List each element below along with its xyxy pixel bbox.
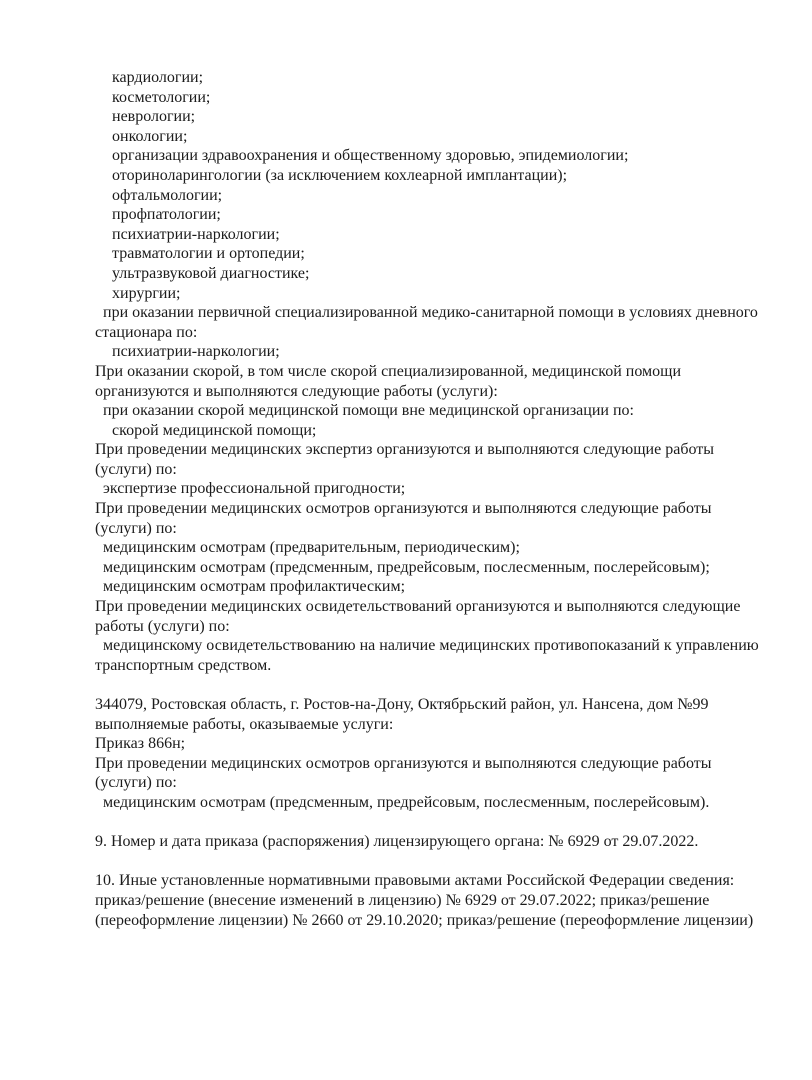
text-line: Приказ 866н; <box>95 735 186 753</box>
text-line: профпатологии; <box>112 206 221 224</box>
document-lines <box>95 68 800 930</box>
text-line: (услуги) по: <box>95 519 177 537</box>
text-line: 344079, Ростовская область, г. Ростов-на-Дону, Октябрьский район, ул. Нансена, дом №99 <box>95 696 709 713</box>
text-line: неврологии; <box>112 108 196 126</box>
text-line: офтальмологии; <box>112 186 223 204</box>
blank-line <box>95 852 800 872</box>
blank-line <box>95 675 800 695</box>
text-line: ультразвуковой диагностике; <box>112 264 310 282</box>
text-line: косметологии; <box>112 88 211 106</box>
text-line: хирургии; <box>112 284 181 302</box>
text-line: При проведении медицинских осмотров организуются и выполняются следующие работы <box>95 754 712 772</box>
text-line: работы (услуги) по: <box>95 617 230 635</box>
text-line: психиатрии-наркологии; <box>112 225 280 243</box>
text-line: При оказании скорой, в том числе скорой специализированной, медицинской помощи <box>95 362 682 380</box>
text-line: приказ/решение (внесение изменений в лицензию) № 6929 от 29.07.2022; приказ/решение <box>95 891 710 909</box>
text-line: При проведении медицинских осмотров организуются и выполняются следующие работы <box>95 500 712 518</box>
text-line: выполняемые работы, оказываемые услуги: <box>95 715 394 733</box>
text-line: медицинским осмотрам (предсменным, предрейсовым, послесменным, послерейсовым). <box>103 793 710 811</box>
text-line: организуются и выполняются следующие работы (услуги): <box>95 382 498 400</box>
text-line: медицинским осмотрам (предварительным, периодическим); <box>103 539 520 557</box>
text-line: кардиологии; <box>112 69 204 86</box>
text-line: при оказании скорой медицинской помощи вне медицинской организации по: <box>103 402 634 420</box>
text-line: 9. Номер и дата приказа (распоряжения) лицензирующего органа: № 6929 от 29.07.2022. <box>95 833 699 851</box>
text-line: оториноларингологии (за исключением кохлеарной имплантации); <box>112 166 568 184</box>
text-line: (переоформление лицензии) № 2660 от 29.10.2020; приказ/решение (переоформление лицензии) <box>95 911 754 929</box>
text-line: 10. Иные установленные нормативными правовыми актами Российской Федерации сведения: <box>95 872 735 890</box>
text-line: при оказании первичной специализированной медико-санитарной помощи в условиях дневного <box>103 304 758 322</box>
text-line: (услуги) по: <box>95 460 177 478</box>
text-line: скорой медицинской помощи; <box>112 421 317 439</box>
text-line: медицинским осмотрам профилактическим; <box>103 578 406 596</box>
text-line: психиатрии-наркологии; <box>112 343 280 361</box>
text-line: При проведении медицинских экспертиз организуются и выполняются следующие работы <box>95 441 714 459</box>
text-line: травматологии и ортопедии; <box>112 245 305 263</box>
text-line: транспортным средством. <box>95 656 272 674</box>
text-line: организации здравоохранения и общественному здоровью, эпидемиологии; <box>112 147 629 165</box>
blank-line <box>95 813 800 833</box>
text-line: стационара по: <box>95 323 198 341</box>
text-line: При проведении медицинских освидетельствований организуются и выполняются следующие <box>95 598 741 616</box>
text-line: медицинскому освидетельствованию на наличие медицинских противопоказаний к управлению <box>103 637 759 655</box>
text-line: (услуги) по: <box>95 774 177 792</box>
text-line: экспертизе профессиональной пригодности; <box>103 480 406 498</box>
text-line: онкологии; <box>112 127 188 145</box>
text-line: медицинским осмотрам (предсменным, предрейсовым, послесменным, послерейсовым); <box>103 558 710 576</box>
